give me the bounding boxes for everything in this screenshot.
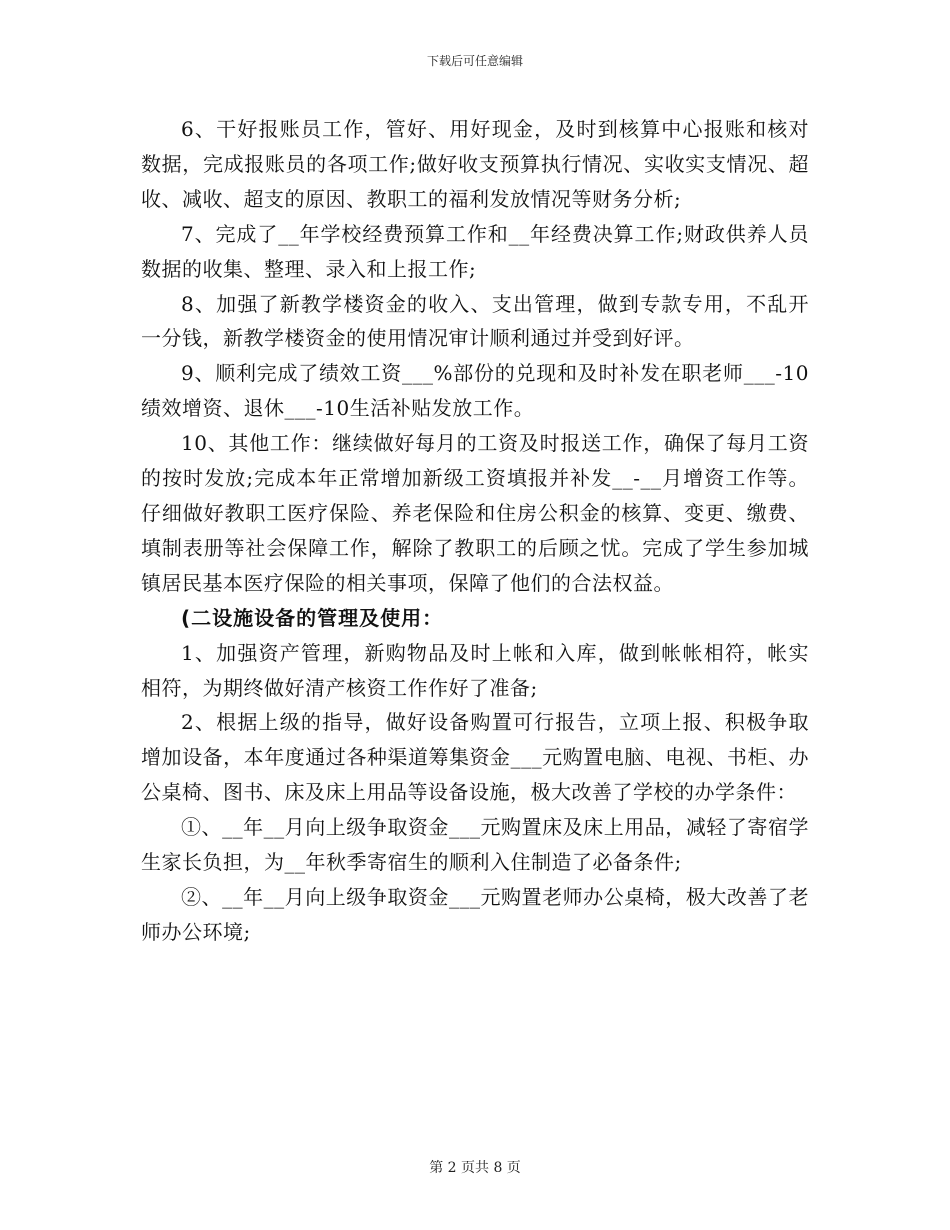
page-footer: 第 2 页共 8 页 (429, 1160, 521, 1176)
paragraph-item-9: 9、顺利完成了绩效工资___%部份的兑现和及时补发在职老师___-10绩效增资、退休___-10生活补贴发放工作。 (141, 361, 809, 421)
paragraph-subitem-2: ②、__年__月向上级争取资金___元购置老师办公桌椅，极大改善了老师办公环境; (141, 884, 809, 944)
paragraph-item-10: 10、其他工作：继续做好每月的工资及时报送工作，确保了每月工资的按时发放;完成本年正常增加新级工资填报并补发__-__月增资工作等。仔细做好教职工医疗保险、养老保险和住房公积金的核算、变更、缴费、填制表册等社会保障工作，解除了教职工的后顾之忧。完成了学生参加城镇居民基本医疗保险的相关事项，保障了他们的合法权益。 (141, 431, 809, 595)
paragraph-subitem-1: ①、__年__月向上级争取资金___元购置床及床上用品，减轻了寄宿学生家长负担，为__年秋季寄宿生的顺利入住制造了必备条件; (141, 815, 809, 875)
paragraph-item-1: 1、加强资产管理，新购物品及时上帐和入库，做到帐帐相符，帐实相符，为期终做好清产核资工作作好了准备; (141, 640, 809, 700)
page-header: 下载后可任意编辑 (426, 54, 523, 68)
paragraph-item-8: 8、加强了新教学楼资金的收入、支出管理，做到专款专用，不乱开一分钱，新教学楼资金的使用情况审计顺利通过并受到好评。 (141, 291, 809, 351)
section-heading: (二设施设备的管理及使用： (181, 605, 444, 630)
paragraph-item-6: 6、干好报账员工作，管好、用好现金，及时到核算中心报账和核对数据，完成报账员的各项工作;做好收支预算执行情况、实收实支情况、超收、减收、超支的原因、教职工的福利发放情况等财务分析; (141, 117, 809, 211)
paragraph-item-7: 7、完成了__年学校经费预算工作和__年经费决算工作;财政供养人员数据的收集、整理、录入和上报工作; (141, 221, 809, 281)
document-body (141, 112, 809, 950)
paragraph-item-2: 2、根据上级的指导，做好设备购置可行报告，立项上报、积极争取增加设备，本年度通过各种渠道筹集资金___元购置电脑、电视、书柜、办公桌椅、图书、床及床上用品等设备设施，极大改善了学校的办学条件： (141, 710, 809, 805)
